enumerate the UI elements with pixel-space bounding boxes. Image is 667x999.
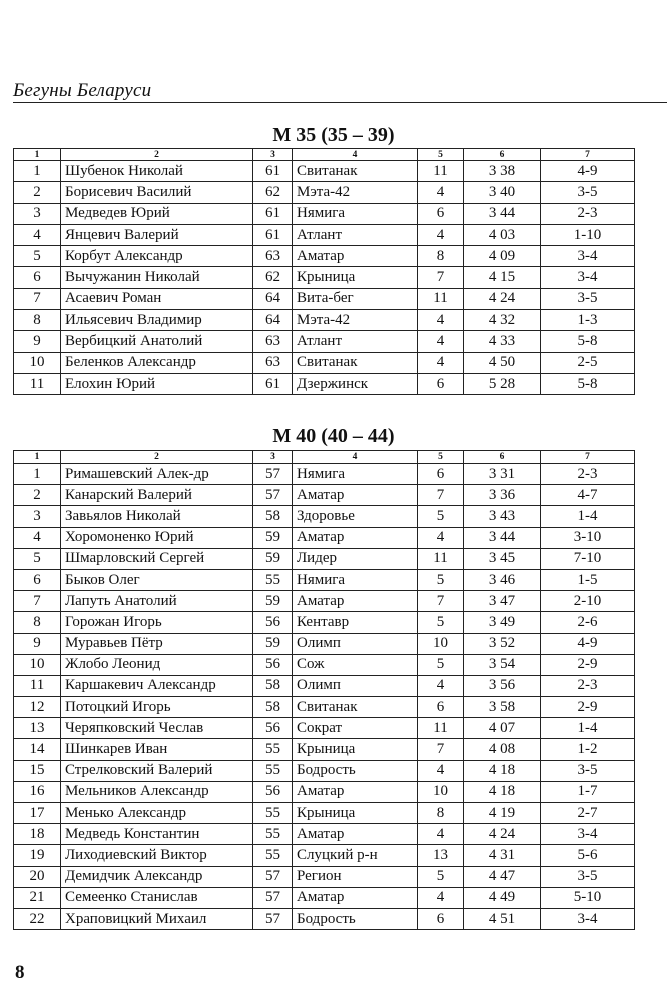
table-row xyxy=(14,781,635,802)
runner-name-cell: Вербицкий Анатолий xyxy=(61,331,253,352)
column-header: 4 xyxy=(293,149,418,161)
place-cell: 13 xyxy=(14,718,61,739)
runner-name-cell: Вычужанин Николай xyxy=(61,267,253,288)
page-number: 8 xyxy=(15,962,25,983)
subtotal-cell: 1-5 xyxy=(541,569,635,590)
column-header: 1 xyxy=(14,149,61,161)
club-cell: Крыница xyxy=(293,803,418,824)
time-cell: 3 45 xyxy=(464,548,541,569)
category-cell: 7 xyxy=(418,591,464,612)
club-cell: Вита-бег xyxy=(293,288,418,309)
time-cell: 3 43 xyxy=(464,506,541,527)
time-cell: 4 50 xyxy=(464,352,541,373)
column-header: 2 xyxy=(61,149,253,161)
runner-name-cell: Лапуть Анатолий xyxy=(61,591,253,612)
runner-name-cell: Канарский Валерий xyxy=(61,485,253,506)
club-cell: Свитанак xyxy=(293,697,418,718)
runner-name-cell: Янцевич Валерий xyxy=(61,224,253,245)
birth-year-cell: 55 xyxy=(253,824,293,845)
place-cell: 11 xyxy=(14,373,61,394)
runner-name-cell: Медведев Юрий xyxy=(61,203,253,224)
table-row xyxy=(14,612,635,633)
category-cell: 7 xyxy=(418,485,464,506)
table-row xyxy=(14,654,635,675)
category-cell: 6 xyxy=(418,373,464,394)
subtotal-cell: 1-2 xyxy=(541,739,635,760)
runner-name-cell: Борисевич Василий xyxy=(61,182,253,203)
time-cell: 4 18 xyxy=(464,781,541,802)
subtotal-cell: 3-5 xyxy=(541,866,635,887)
time-cell: 4 07 xyxy=(464,718,541,739)
place-cell: 18 xyxy=(14,824,61,845)
table-row xyxy=(14,161,635,182)
place-cell: 1 xyxy=(14,161,61,182)
subtotal-cell: 2-9 xyxy=(541,697,635,718)
table-row xyxy=(14,331,635,352)
birth-year-cell: 61 xyxy=(253,161,293,182)
place-cell: 22 xyxy=(14,908,61,929)
category-cell: 4 xyxy=(418,310,464,331)
birth-year-cell: 59 xyxy=(253,527,293,548)
time-cell: 4 09 xyxy=(464,246,541,267)
club-cell: Аматар xyxy=(293,246,418,267)
table-row xyxy=(14,548,635,569)
category-cell: 7 xyxy=(418,739,464,760)
runner-name-cell: Хоромоненко Юрий xyxy=(61,527,253,548)
time-cell: 4 15 xyxy=(464,267,541,288)
time-cell: 4 32 xyxy=(464,310,541,331)
club-cell: Аматар xyxy=(293,887,418,908)
subtotal-cell: 7-10 xyxy=(541,548,635,569)
time-cell: 4 51 xyxy=(464,908,541,929)
column-header: 2 xyxy=(61,451,253,464)
column-header: 7 xyxy=(541,451,635,464)
column-header: 6 xyxy=(464,451,541,464)
category-cell: 6 xyxy=(418,697,464,718)
time-cell: 3 36 xyxy=(464,485,541,506)
subtotal-cell: 4-9 xyxy=(541,161,635,182)
birth-year-cell: 61 xyxy=(253,224,293,245)
place-cell: 4 xyxy=(14,527,61,548)
time-cell: 3 40 xyxy=(464,182,541,203)
category-cell: 10 xyxy=(418,633,464,654)
subtotal-cell: 1-10 xyxy=(541,224,635,245)
place-cell: 4 xyxy=(14,224,61,245)
subtotal-cell: 2-10 xyxy=(541,591,635,612)
place-cell: 1 xyxy=(14,464,61,485)
runner-name-cell: Асаевич Роман xyxy=(61,288,253,309)
club-cell: Регион xyxy=(293,866,418,887)
subtotal-cell: 1-7 xyxy=(541,781,635,802)
runner-name-cell: Жлобо Леонид xyxy=(61,654,253,675)
table-row xyxy=(14,310,635,331)
time-cell: 4 03 xyxy=(464,224,541,245)
category-cell: 4 xyxy=(418,182,464,203)
place-cell: 6 xyxy=(14,569,61,590)
table-row xyxy=(14,803,635,824)
runner-name-cell: Медведь Константин xyxy=(61,824,253,845)
category-cell: 4 xyxy=(418,352,464,373)
club-cell: Атлант xyxy=(293,224,418,245)
subtotal-cell: 2-3 xyxy=(541,203,635,224)
club-cell: Олимп xyxy=(293,633,418,654)
runner-name-cell: Горожан Игорь xyxy=(61,612,253,633)
club-cell: Атлант xyxy=(293,331,418,352)
subtotal-cell: 1-4 xyxy=(541,506,635,527)
time-cell: 3 44 xyxy=(464,203,541,224)
club-cell: Олимп xyxy=(293,675,418,696)
category-cell: 4 xyxy=(418,887,464,908)
running-head: Бегуны Беларуси xyxy=(13,80,152,101)
place-cell: 9 xyxy=(14,633,61,654)
category-cell: 5 xyxy=(418,654,464,675)
table-row xyxy=(14,527,635,548)
birth-year-cell: 57 xyxy=(253,887,293,908)
runner-name-cell: Семеенко Станислав xyxy=(61,887,253,908)
time-cell: 3 58 xyxy=(464,697,541,718)
place-cell: 10 xyxy=(14,352,61,373)
section-title-m40: М 40 (40 – 44) xyxy=(272,425,395,447)
place-cell: 9 xyxy=(14,331,61,352)
column-header: 1 xyxy=(14,451,61,464)
table-row xyxy=(14,182,635,203)
club-cell: Кентавр xyxy=(293,612,418,633)
place-cell: 17 xyxy=(14,803,61,824)
table-row xyxy=(14,224,635,245)
table-row xyxy=(14,464,635,485)
table-row xyxy=(14,591,635,612)
category-cell: 4 xyxy=(418,224,464,245)
place-cell: 10 xyxy=(14,654,61,675)
club-cell: Крыница xyxy=(293,267,418,288)
place-cell: 20 xyxy=(14,866,61,887)
table-row xyxy=(14,246,635,267)
subtotal-cell: 1-4 xyxy=(541,718,635,739)
time-cell: 4 33 xyxy=(464,331,541,352)
table-row xyxy=(14,739,635,760)
table-row xyxy=(14,203,635,224)
table-row xyxy=(14,697,635,718)
time-cell: 3 31 xyxy=(464,464,541,485)
birth-year-cell: 59 xyxy=(253,591,293,612)
time-cell: 5 28 xyxy=(464,373,541,394)
birth-year-cell: 55 xyxy=(253,803,293,824)
place-cell: 21 xyxy=(14,887,61,908)
birth-year-cell: 64 xyxy=(253,310,293,331)
birth-year-cell: 61 xyxy=(253,373,293,394)
place-cell: 11 xyxy=(14,675,61,696)
club-cell: Бодрость xyxy=(293,908,418,929)
club-cell: Свитанак xyxy=(293,352,418,373)
runner-name-cell: Менько Александр xyxy=(61,803,253,824)
category-cell: 4 xyxy=(418,331,464,352)
birth-year-cell: 58 xyxy=(253,697,293,718)
runner-name-cell: Лиходиевский Виктор xyxy=(61,845,253,866)
club-cell: Аматар xyxy=(293,591,418,612)
column-header: 3 xyxy=(253,149,293,161)
column-header: 7 xyxy=(541,149,635,161)
runner-name-cell: Храповицкий Михаил xyxy=(61,908,253,929)
club-cell: Аматар xyxy=(293,527,418,548)
birth-year-cell: 55 xyxy=(253,739,293,760)
club-cell: Здоровье xyxy=(293,506,418,527)
category-cell: 5 xyxy=(418,506,464,527)
category-cell: 6 xyxy=(418,203,464,224)
table-row xyxy=(14,718,635,739)
category-cell: 5 xyxy=(418,612,464,633)
table-row xyxy=(14,675,635,696)
column-header: 3 xyxy=(253,451,293,464)
runner-name-cell: Каршакевич Александр xyxy=(61,675,253,696)
place-cell: 5 xyxy=(14,246,61,267)
column-header: 5 xyxy=(418,149,464,161)
table-row xyxy=(14,633,635,654)
club-cell: Нямига xyxy=(293,464,418,485)
runner-name-cell: Стрелковский Валерий xyxy=(61,760,253,781)
table-row xyxy=(14,760,635,781)
category-cell: 11 xyxy=(418,161,464,182)
birth-year-cell: 57 xyxy=(253,464,293,485)
runner-name-cell: Быков Олег xyxy=(61,569,253,590)
column-header: 4 xyxy=(293,451,418,464)
runner-name-cell: Шубенок Николай xyxy=(61,161,253,182)
table-row xyxy=(14,267,635,288)
club-cell: Слуцкий р-н xyxy=(293,845,418,866)
category-cell: 5 xyxy=(418,866,464,887)
subtotal-cell: 2-5 xyxy=(541,352,635,373)
table-row xyxy=(14,506,635,527)
birth-year-cell: 58 xyxy=(253,675,293,696)
section-title-m35: М 35 (35 – 39) xyxy=(272,124,395,146)
place-cell: 7 xyxy=(14,591,61,612)
time-cell: 3 52 xyxy=(464,633,541,654)
table-row xyxy=(14,824,635,845)
club-cell: Аматар xyxy=(293,781,418,802)
runner-name-cell: Римашевский Алек-др xyxy=(61,464,253,485)
birth-year-cell: 59 xyxy=(253,548,293,569)
birth-year-cell: 57 xyxy=(253,908,293,929)
club-cell: Крыница xyxy=(293,739,418,760)
club-cell: Мэта-42 xyxy=(293,182,418,203)
time-cell: 3 44 xyxy=(464,527,541,548)
table-row xyxy=(14,373,635,394)
time-cell: 4 24 xyxy=(464,824,541,845)
birth-year-cell: 63 xyxy=(253,246,293,267)
club-cell: Свитанак xyxy=(293,161,418,182)
subtotal-cell: 2-3 xyxy=(541,464,635,485)
place-cell: 12 xyxy=(14,697,61,718)
place-cell: 8 xyxy=(14,612,61,633)
time-cell: 3 49 xyxy=(464,612,541,633)
club-cell: Нямига xyxy=(293,203,418,224)
runner-name-cell: Завьялов Николай xyxy=(61,506,253,527)
time-cell: 3 56 xyxy=(464,675,541,696)
column-header: 5 xyxy=(418,451,464,464)
subtotal-cell: 2-7 xyxy=(541,803,635,824)
category-cell: 11 xyxy=(418,288,464,309)
category-cell: 7 xyxy=(418,267,464,288)
subtotal-cell: 3-4 xyxy=(541,246,635,267)
table-row xyxy=(14,887,635,908)
subtotal-cell: 3-10 xyxy=(541,527,635,548)
birth-year-cell: 55 xyxy=(253,760,293,781)
runner-name-cell: Шмарловский Сергей xyxy=(61,548,253,569)
club-cell: Лидер xyxy=(293,548,418,569)
subtotal-cell: 3-5 xyxy=(541,288,635,309)
runner-name-cell: Елохин Юрий xyxy=(61,373,253,394)
subtotal-cell: 1-3 xyxy=(541,310,635,331)
subtotal-cell: 5-8 xyxy=(541,331,635,352)
birth-year-cell: 55 xyxy=(253,845,293,866)
running-head-rule xyxy=(13,102,667,103)
time-cell: 3 47 xyxy=(464,591,541,612)
place-cell: 8 xyxy=(14,310,61,331)
time-cell: 3 54 xyxy=(464,654,541,675)
place-cell: 19 xyxy=(14,845,61,866)
runner-name-cell: Ильясевич Владимир xyxy=(61,310,253,331)
subtotal-cell: 3-4 xyxy=(541,908,635,929)
time-cell: 4 18 xyxy=(464,760,541,781)
table-row xyxy=(14,569,635,590)
place-cell: 2 xyxy=(14,485,61,506)
birth-year-cell: 61 xyxy=(253,203,293,224)
place-cell: 3 xyxy=(14,203,61,224)
club-cell: Сократ xyxy=(293,718,418,739)
runner-name-cell: Муравьев Пётр xyxy=(61,633,253,654)
time-cell: 3 46 xyxy=(464,569,541,590)
runner-name-cell: Корбут Александр xyxy=(61,246,253,267)
birth-year-cell: 59 xyxy=(253,633,293,654)
table-row xyxy=(14,485,635,506)
time-cell: 4 49 xyxy=(464,887,541,908)
birth-year-cell: 62 xyxy=(253,267,293,288)
club-cell: Мэта-42 xyxy=(293,310,418,331)
birth-year-cell: 63 xyxy=(253,331,293,352)
category-cell: 8 xyxy=(418,246,464,267)
club-cell: Дзержинск xyxy=(293,373,418,394)
birth-year-cell: 63 xyxy=(253,352,293,373)
column-header: 6 xyxy=(464,149,541,161)
time-cell: 4 24 xyxy=(464,288,541,309)
table-row xyxy=(14,866,635,887)
category-cell: 5 xyxy=(418,569,464,590)
club-cell: Бодрость xyxy=(293,760,418,781)
runner-name-cell: Демидчик Александр xyxy=(61,866,253,887)
subtotal-cell: 4-9 xyxy=(541,633,635,654)
category-cell: 6 xyxy=(418,464,464,485)
place-cell: 7 xyxy=(14,288,61,309)
time-cell: 4 31 xyxy=(464,845,541,866)
table-header-row xyxy=(14,149,635,161)
subtotal-cell: 5-10 xyxy=(541,887,635,908)
category-cell: 13 xyxy=(418,845,464,866)
subtotal-cell: 3-5 xyxy=(541,760,635,781)
category-cell: 11 xyxy=(418,718,464,739)
place-cell: 16 xyxy=(14,781,61,802)
table-row xyxy=(14,908,635,929)
place-cell: 14 xyxy=(14,739,61,760)
table-row xyxy=(14,845,635,866)
birth-year-cell: 64 xyxy=(253,288,293,309)
time-cell: 4 19 xyxy=(464,803,541,824)
subtotal-cell: 3-4 xyxy=(541,824,635,845)
category-cell: 10 xyxy=(418,781,464,802)
subtotal-cell: 2-6 xyxy=(541,612,635,633)
category-cell: 8 xyxy=(418,803,464,824)
runner-name-cell: Мельников Александр xyxy=(61,781,253,802)
subtotal-cell: 2-9 xyxy=(541,654,635,675)
club-cell: Аматар xyxy=(293,485,418,506)
table-row xyxy=(14,352,635,373)
runner-name-cell: Потоцкий Игорь xyxy=(61,697,253,718)
runner-name-cell: Шинкарев Иван xyxy=(61,739,253,760)
place-cell: 15 xyxy=(14,760,61,781)
subtotal-cell: 4-7 xyxy=(541,485,635,506)
time-cell: 3 38 xyxy=(464,161,541,182)
category-cell: 6 xyxy=(418,908,464,929)
place-cell: 5 xyxy=(14,548,61,569)
category-cell: 4 xyxy=(418,824,464,845)
place-cell: 6 xyxy=(14,267,61,288)
category-cell: 4 xyxy=(418,675,464,696)
birth-year-cell: 56 xyxy=(253,654,293,675)
birth-year-cell: 56 xyxy=(253,612,293,633)
time-cell: 4 08 xyxy=(464,739,541,760)
subtotal-cell: 2-3 xyxy=(541,675,635,696)
category-cell: 4 xyxy=(418,527,464,548)
time-cell: 4 47 xyxy=(464,866,541,887)
birth-year-cell: 58 xyxy=(253,506,293,527)
birth-year-cell: 55 xyxy=(253,569,293,590)
results-table-m35 xyxy=(13,148,635,395)
birth-year-cell: 56 xyxy=(253,718,293,739)
results-table-m40 xyxy=(13,450,635,930)
table-header-row xyxy=(14,451,635,464)
place-cell: 3 xyxy=(14,506,61,527)
subtotal-cell: 5-8 xyxy=(541,373,635,394)
runner-name-cell: Беленков Александр xyxy=(61,352,253,373)
subtotal-cell: 3-4 xyxy=(541,267,635,288)
place-cell: 2 xyxy=(14,182,61,203)
birth-year-cell: 56 xyxy=(253,781,293,802)
category-cell: 4 xyxy=(418,760,464,781)
birth-year-cell: 57 xyxy=(253,866,293,887)
club-cell: Нямига xyxy=(293,569,418,590)
birth-year-cell: 62 xyxy=(253,182,293,203)
birth-year-cell: 57 xyxy=(253,485,293,506)
club-cell: Аматар xyxy=(293,824,418,845)
table-row xyxy=(14,288,635,309)
category-cell: 11 xyxy=(418,548,464,569)
subtotal-cell: 3-5 xyxy=(541,182,635,203)
subtotal-cell: 5-6 xyxy=(541,845,635,866)
club-cell: Сож xyxy=(293,654,418,675)
runner-name-cell: Черяпковский Чеслав xyxy=(61,718,253,739)
